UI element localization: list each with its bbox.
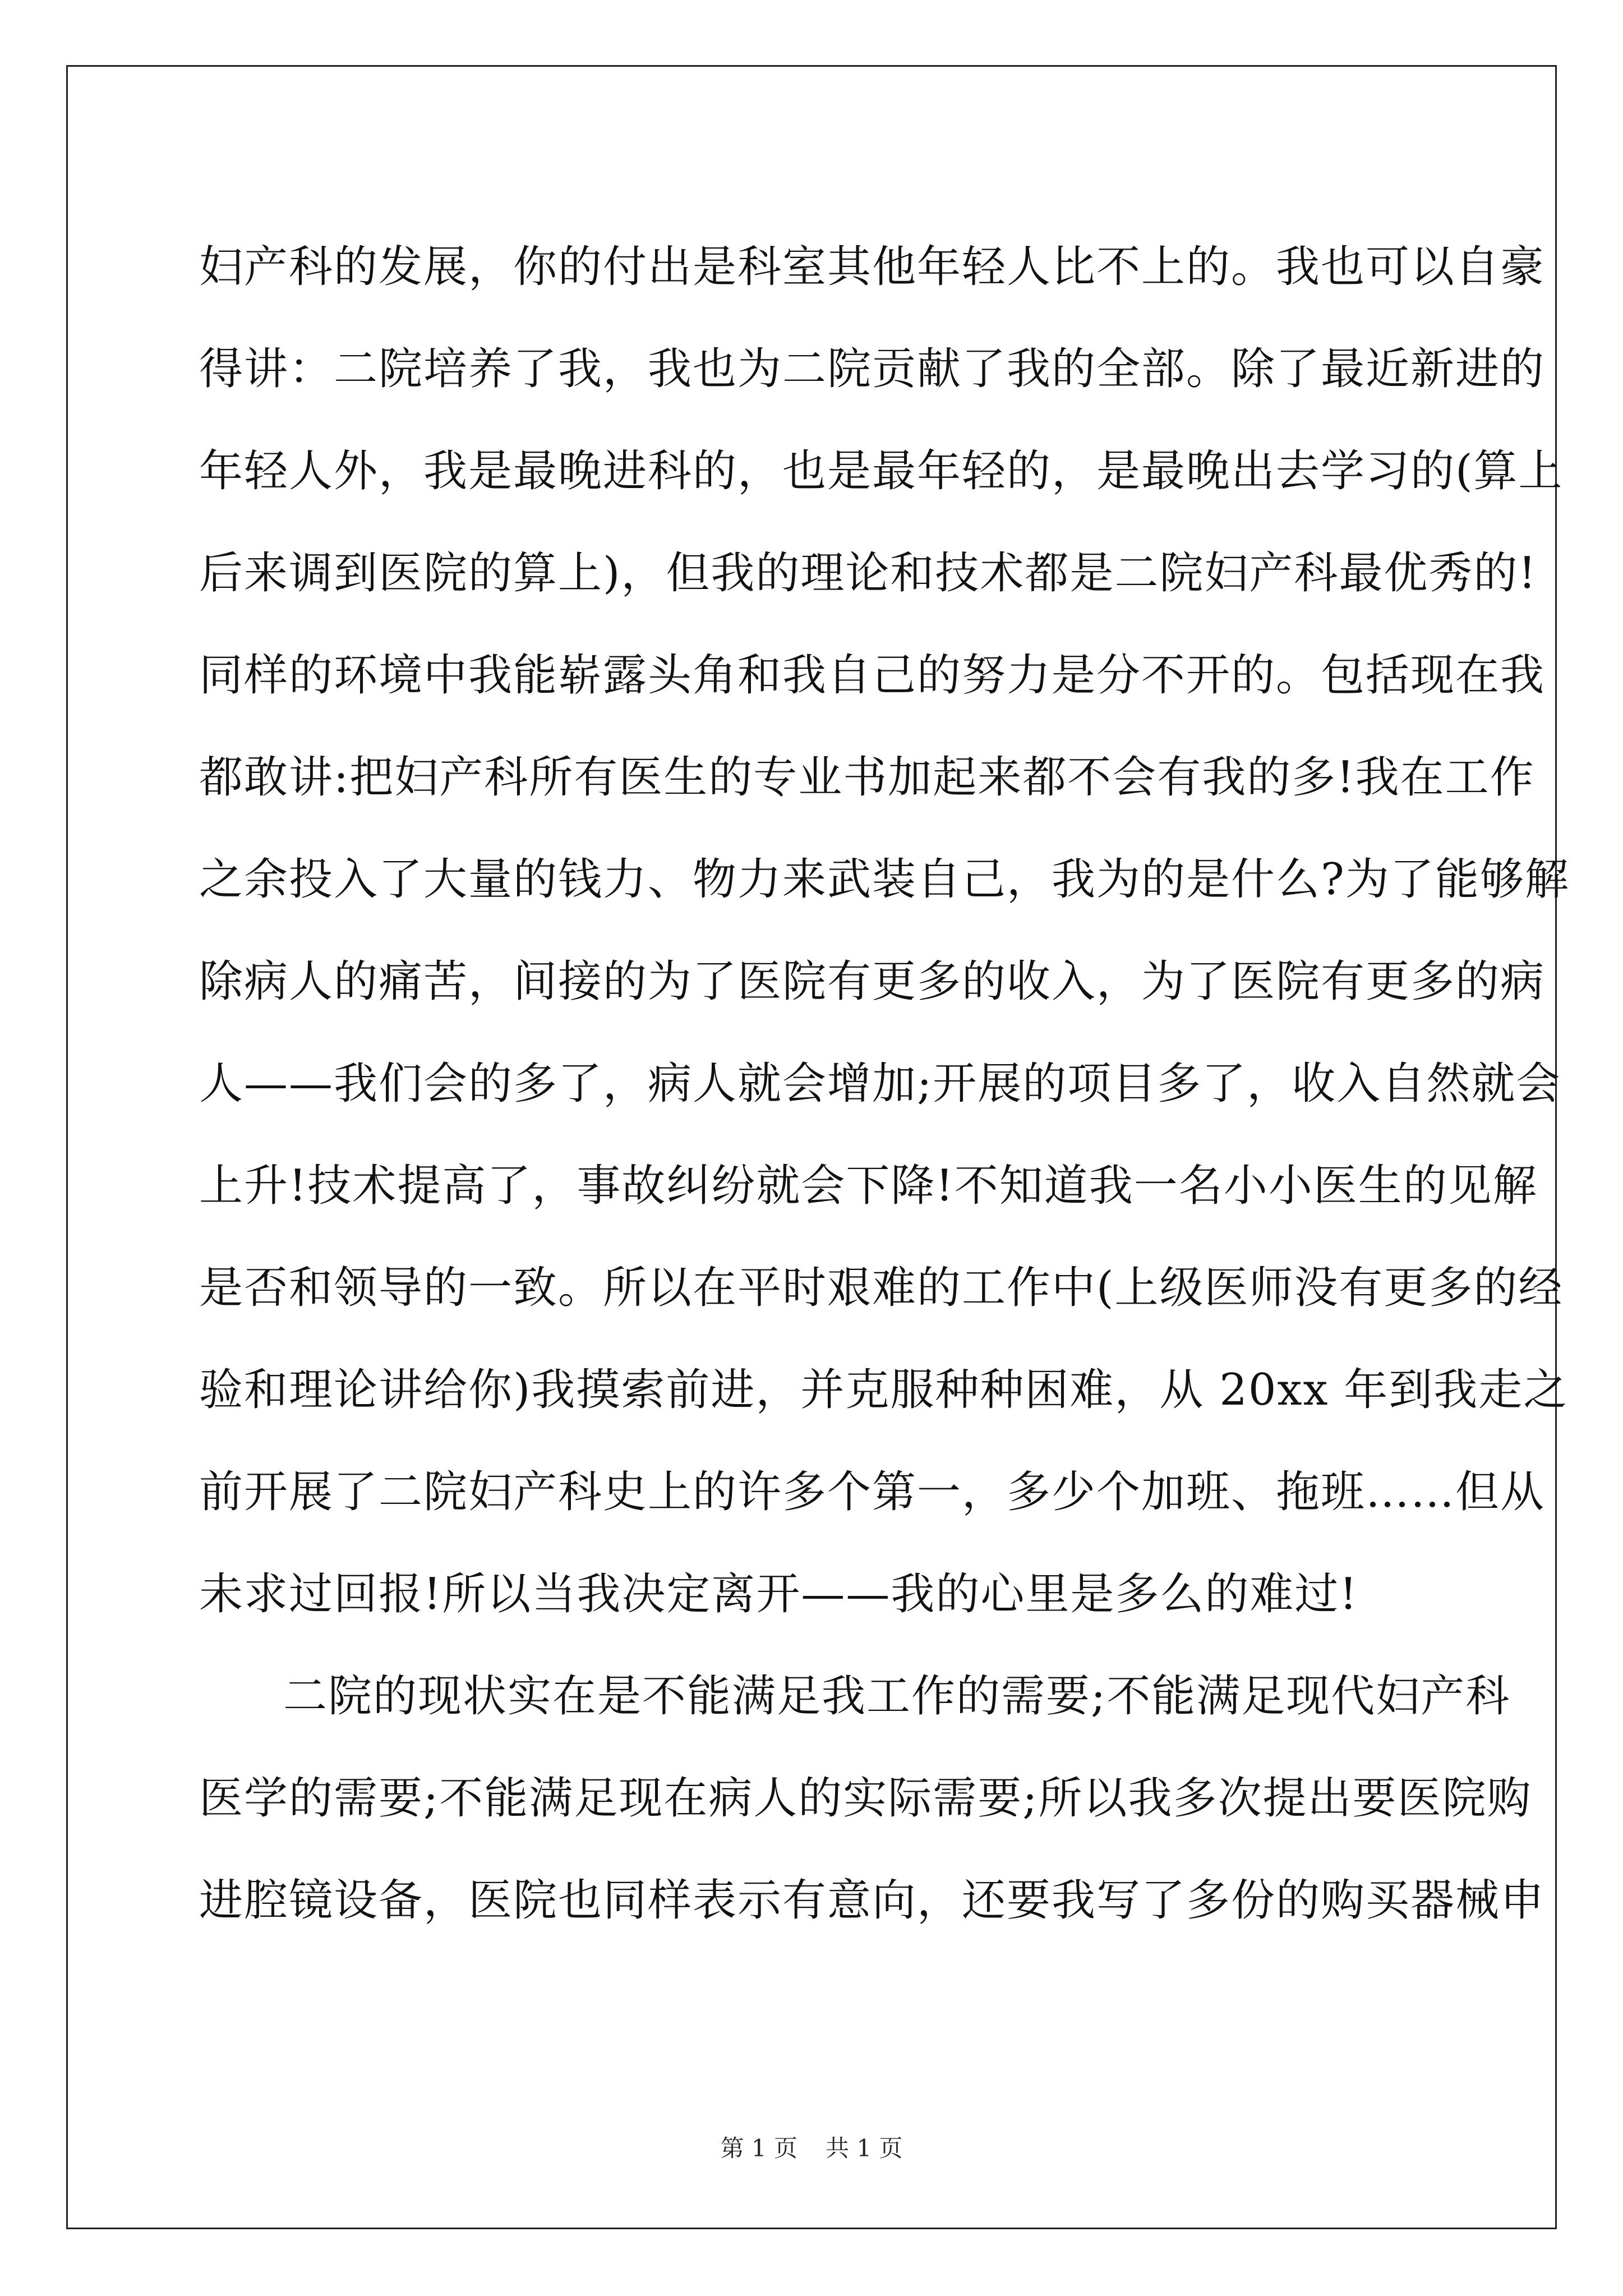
text-line-13: 前开展了二院妇产科史上的许多个第一，多少个加班、拖班……但从 xyxy=(199,1467,1546,1517)
text-line-2: 得讲：二院培养了我，我也为二院贡献了我的全部。除了最近新进的 xyxy=(199,344,1546,394)
text-line-4: 后来调到医院的算上)，但我的理论和技术都是二院妇产科最优秀的! xyxy=(199,548,1537,599)
text-line-3: 年轻人外，我是最晚进科的，也是最年轻的，是最晚出去学习的(算上 xyxy=(199,446,1564,496)
text-line-7: 之余投入了大量的钱力、物力来武装自己，我为的是什么?为了能够解 xyxy=(199,854,1570,905)
text-line-1: 妇产科的发展，你的付出是科室其他年轻人比不上的。我也可以自豪 xyxy=(199,242,1546,292)
text-line-15: 二院的现状实在是不能满足我工作的需要;不能满足现代妇产科 xyxy=(283,1671,1511,1722)
text-line-11: 是否和领导的一致。所以在平时艰难的工作中(上级医师没有更多的经 xyxy=(199,1263,1564,1313)
text-line-9: 人——我们会的多了，病人就会增加;开展的项目多了，收入自然就会 xyxy=(199,1059,1561,1109)
text-line-14: 未求过回报!所以当我决定离开——我的心里是多么的难过! xyxy=(199,1569,1358,1619)
text-line-5: 同样的环境中我能崭露头角和我自己的努力是分不开的。包括现在我 xyxy=(199,650,1546,701)
document-body xyxy=(199,216,1570,1952)
text-line-8: 除病人的痛苦，间接的为了医院有更多的收入，为了医院有更多的病 xyxy=(199,956,1546,1007)
page-number-label: 第 1 页 xyxy=(720,2134,797,2162)
text-line-17: 进腔镜设备，医院也同样表示有意向，还要我写了多份的购买器械申 xyxy=(199,1875,1546,1926)
total-pages-label: 共 1 页 xyxy=(826,2134,903,2162)
text-line-12: 验和理论讲给你)我摸索前进，并克服种种困难，从 20xx 年到我走之 xyxy=(199,1365,1569,1415)
text-line-6: 都敢讲:把妇产科所有医生的专业书加起来都不会有我的多!我在工作 xyxy=(199,752,1535,803)
page-footer xyxy=(0,2132,1623,2165)
text-line-10: 上升!技术提高了，事故纠纷就会下降!不知道我一名小小医生的见解 xyxy=(199,1161,1538,1211)
text-line-16: 医学的需要;不能满足现在病人的实际需要;所以我多次提出要医院购 xyxy=(199,1773,1532,1824)
